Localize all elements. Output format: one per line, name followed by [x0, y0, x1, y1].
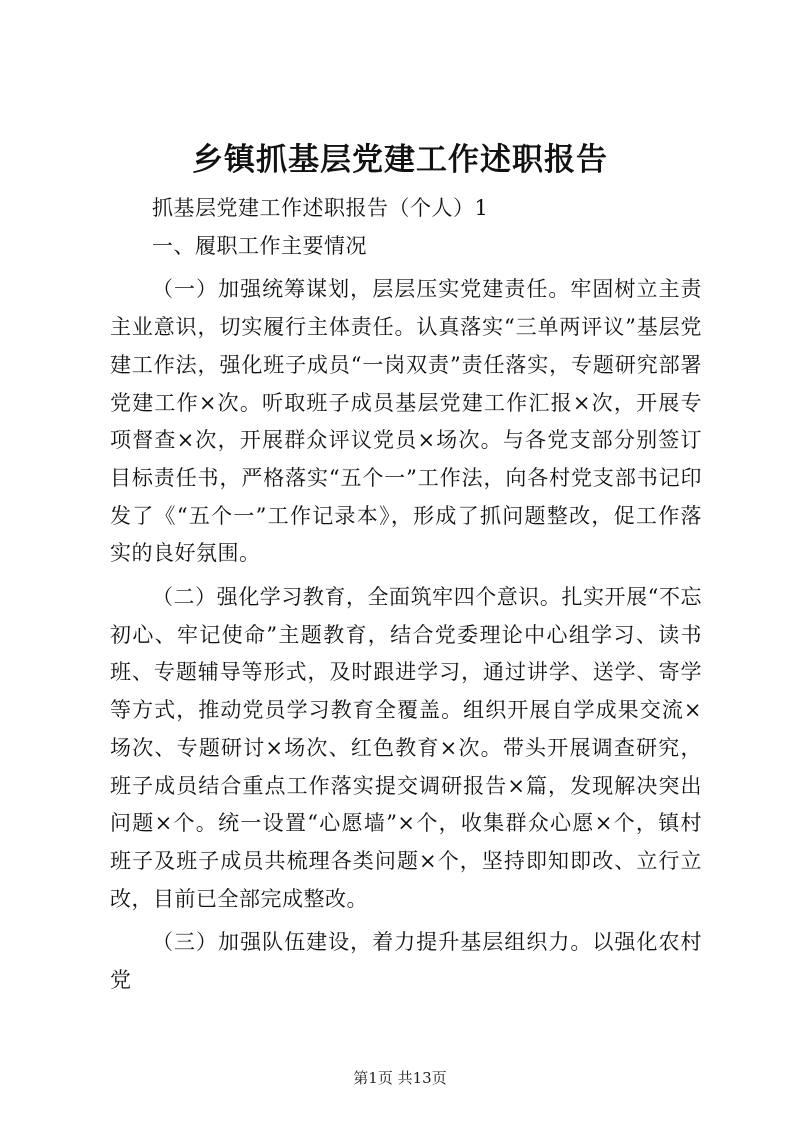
paragraph-3: （三）加强队伍建设，着力提升基层组织力。以强化农村党: [110, 930, 702, 993]
page-footer: 第1页 共13页: [353, 1069, 447, 1087]
section-heading: 一、履职工作主要情况: [152, 233, 367, 258]
document-body: [110, 190, 702, 1000]
paragraph-1: （一）加强统筹谋划，层层压实党建责任。牢固树立主责主业意识，切实履行主体责任。认真落实“三单两评议”基层党建工作法，强化班子成员“一岗双责”责任落实，专题研究部署党建工作×次。听取班子成员基层党建工作汇报×次，开展专项督查×次，开展群众评议党员×场次。与各党支部分别签订目标责任书，严格落实“五个一”工作法，向各村党支部书记印发了《“五个一”工作记录本》，形成了抓问题整改，促工作落实的良好氛围。: [110, 277, 702, 566]
document-subtitle: 抓基层党建工作述职报告（个人）1: [152, 196, 489, 220]
document-title: 乡镇抓基层党建工作述职报告: [192, 142, 608, 178]
paragraph-2: （二）强化学习教育，全面筑牢四个意识。扎实开展“不忘初心、牢记使命”主题教育，结合党委理论中心组学习、读书班、专题辅导等形式，及时跟进学习，通过讲学、送学、寄学等方式，推动党员学习教育全覆盖。组织开展自学成果交流×场次、专题研讨×场次、红色教育×次。带头开展调查研究，班子成员结合重点工作落实提交调研报告×篇，发现解决突出问题×个。统一设置“心愿墙”×个，收集群众心愿×个，镇村班子及班子成员共梳理各类问题×个，坚持即知即改、立行立改，目前已全部完成整改。: [110, 585, 702, 911]
